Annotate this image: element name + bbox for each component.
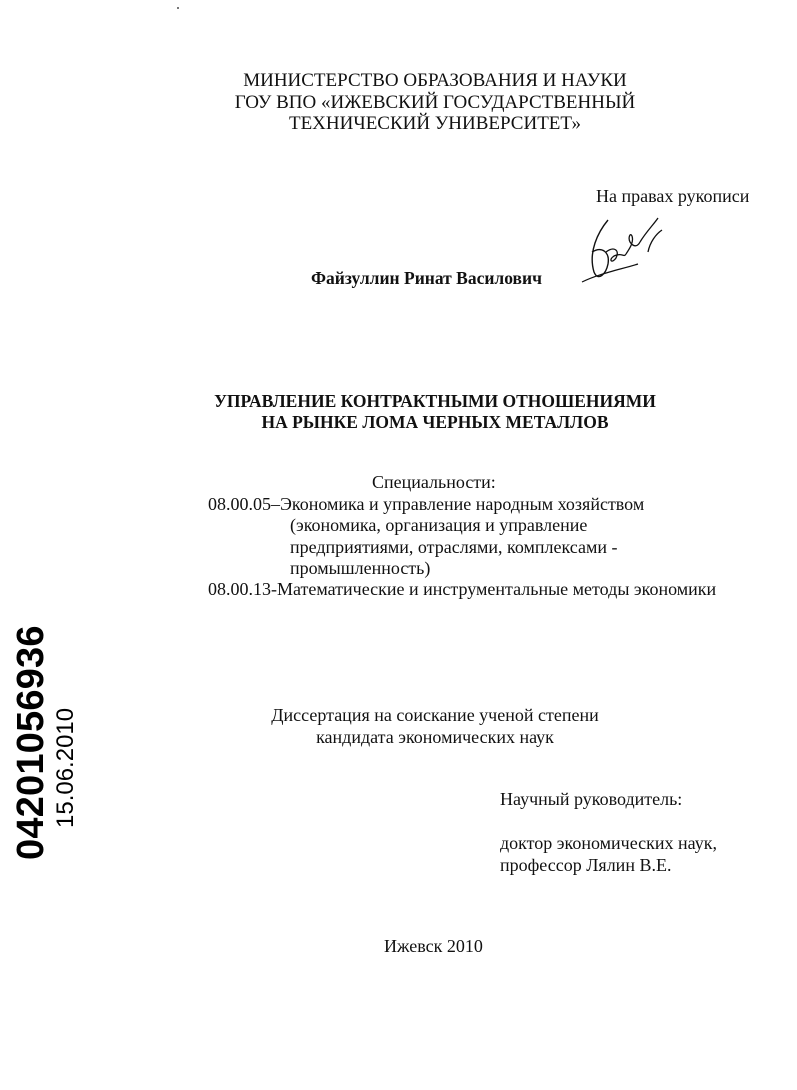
supervisor-line-2: профессор Лялин В.Е. xyxy=(500,854,672,875)
specialties-heading: Специальности: xyxy=(372,472,496,492)
specialty-desc-line-2: предприятиями, отраслями, комплексами - xyxy=(290,536,618,557)
ministry-line-1: МИНИСТЕРСТВО ОБРАЗОВАНИЯ И НАУКИ xyxy=(243,70,627,91)
scan-speck xyxy=(177,7,179,9)
specialty-first: 08.00.05–Экономика и управление народным хозяйством xyxy=(208,494,645,514)
title-line-1: УПРАВЛЕНИЕ КОНТРАКТНЫМИ ОТНОШЕНИЯМИ xyxy=(214,391,656,411)
specialty-desc-line-1: (экономика, организация и управление xyxy=(290,515,588,535)
library-stamp-date: 15.06.2010 xyxy=(52,707,79,828)
ministry-line-2: ГОУ ВПО «ИЖЕВСКИЙ ГОСУДАРСТВЕННЫЙ xyxy=(234,91,636,113)
degree-statement xyxy=(0,705,797,748)
specialty-desc-line-3: промышленность) xyxy=(290,558,431,578)
author-name: Файзуллин Ринат Василович xyxy=(311,268,542,288)
library-stamp-number: 04201056936 xyxy=(10,625,52,860)
specialty-first-description xyxy=(290,515,618,580)
ministry-header xyxy=(0,70,797,135)
degree-line-2: кандидата экономических наук xyxy=(316,726,554,747)
title-line-2: НА РЫНКЕ ЛОМА ЧЕРНЫХ МЕТАЛЛОВ xyxy=(261,412,609,432)
manuscript-note: На правах рукописи xyxy=(596,186,750,206)
ministry-line-3: ТЕХНИЧЕСКИЙ УНИВЕРСИТЕТ» xyxy=(288,113,582,134)
supervisor-label: Научный руководитель: xyxy=(500,789,683,809)
dissertation-title xyxy=(0,391,797,433)
degree-line-1: Диссертация на соискание ученой степени xyxy=(271,705,599,725)
city-year: Ижевск 2010 xyxy=(384,936,483,956)
supervisor-info xyxy=(500,833,717,876)
specialty-second: 08.00.13-Математические и инструментальные методы экономики xyxy=(208,579,717,599)
supervisor-line-1: доктор экономических наук, xyxy=(500,833,717,853)
author-signature xyxy=(578,212,678,288)
